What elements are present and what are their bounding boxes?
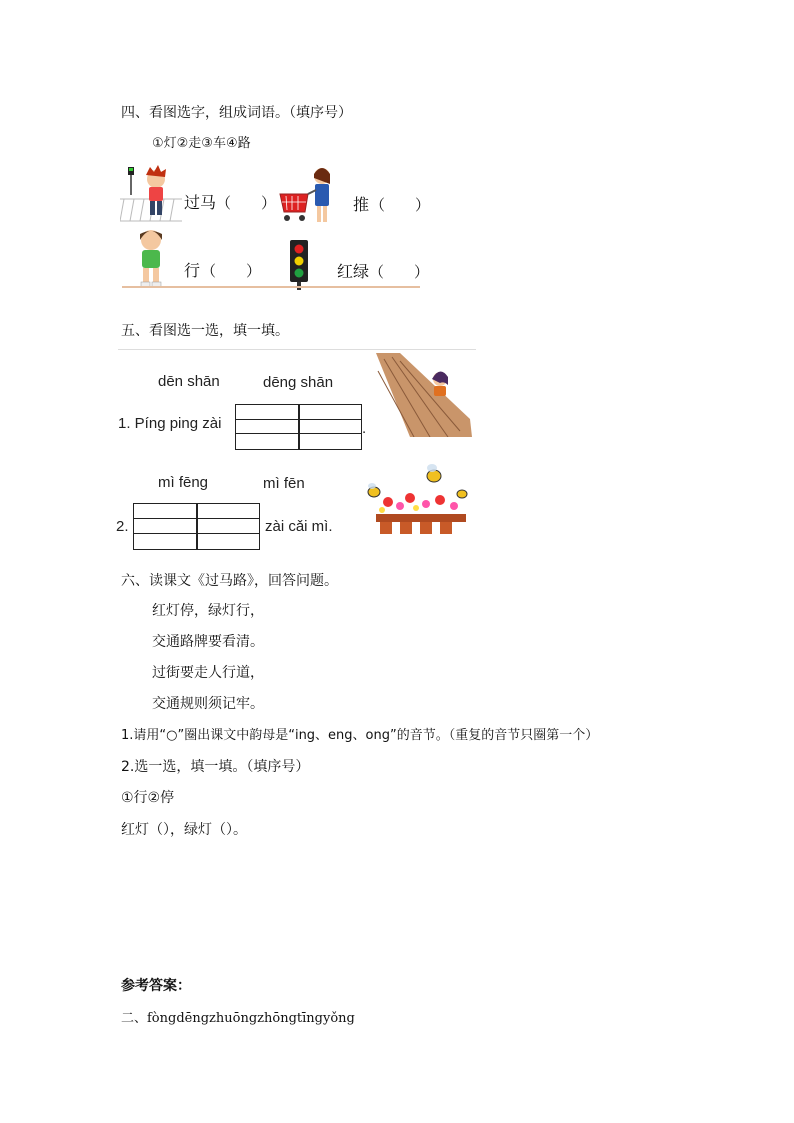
woman-pushing-cart-image (278, 166, 340, 226)
q2-writing-grid[interactable] (133, 503, 260, 550)
poem-line-4: 交通规则须记牢。 (152, 696, 264, 712)
poem-line-2: 交通路牌要看清。 (152, 634, 264, 650)
walking-boy-image (132, 228, 170, 292)
section6-q2-options: ①行②停 (121, 790, 175, 806)
bees-flowers-image (360, 462, 472, 536)
q1-choice-b: dēng shān (263, 374, 334, 391)
poem-line-3: 过街要走人行道， (152, 665, 264, 681)
section6-question-1: 1.请用“○”圈出课文中韵母是“ing、eng、ong”的音节。（重复的音节只圈第一个） (121, 728, 599, 743)
section4-options: ①灯②走③车④路 (152, 136, 251, 151)
item-xing-word: 行 (184, 261, 201, 280)
q2-prefix: 2. (116, 518, 129, 535)
mountain-climbing-image (370, 351, 472, 437)
section6-question-2: 2.选一选，填一填。（填序号） (121, 759, 310, 775)
poem-line-1: 红灯停，绿灯行， (152, 603, 264, 619)
item-xing-blank[interactable]: （ ） (201, 262, 262, 280)
child-crossing-image (120, 165, 182, 223)
q1-choice-a: dēn shān (158, 373, 220, 390)
section5-divider (118, 349, 476, 350)
item-tui-word: 推 (353, 195, 370, 214)
section6-title: 六、读课文《过马路》，回答问题。 (121, 573, 338, 589)
ground-line (122, 286, 420, 288)
section6-q2-fill[interactable]: 红灯（），绿灯（）。 (121, 822, 247, 838)
item-tui-blank[interactable]: （ ） (370, 196, 431, 214)
item-guoma-word: 过马 (184, 193, 217, 212)
q1-prefix: 1. Píng ping zài (118, 415, 222, 432)
q1-suffix: . (362, 420, 367, 437)
section4-title: 四、看图选字，组成词语。（填序号） (121, 105, 352, 121)
traffic-light-image (288, 240, 310, 290)
section5-title: 五、看图选一选，填一填。 (121, 323, 289, 339)
item-honglv-blank[interactable]: （ ） (369, 263, 430, 281)
answers-line-1: 二、fòngdēngzhuōngzhōngtīngyǒng (121, 1011, 355, 1026)
q1-writing-grid[interactable] (235, 404, 362, 450)
item-honglv-word: 红绿 (337, 262, 370, 281)
q2-suffix: zài cǎi mì. (265, 518, 333, 535)
answers-heading: 参考答案： (121, 978, 191, 994)
q2-choice-a: mì fēng (158, 474, 209, 491)
item-guoma-blank[interactable]: （ ） (216, 194, 277, 212)
q2-choice-b: mì fēn (263, 475, 305, 492)
